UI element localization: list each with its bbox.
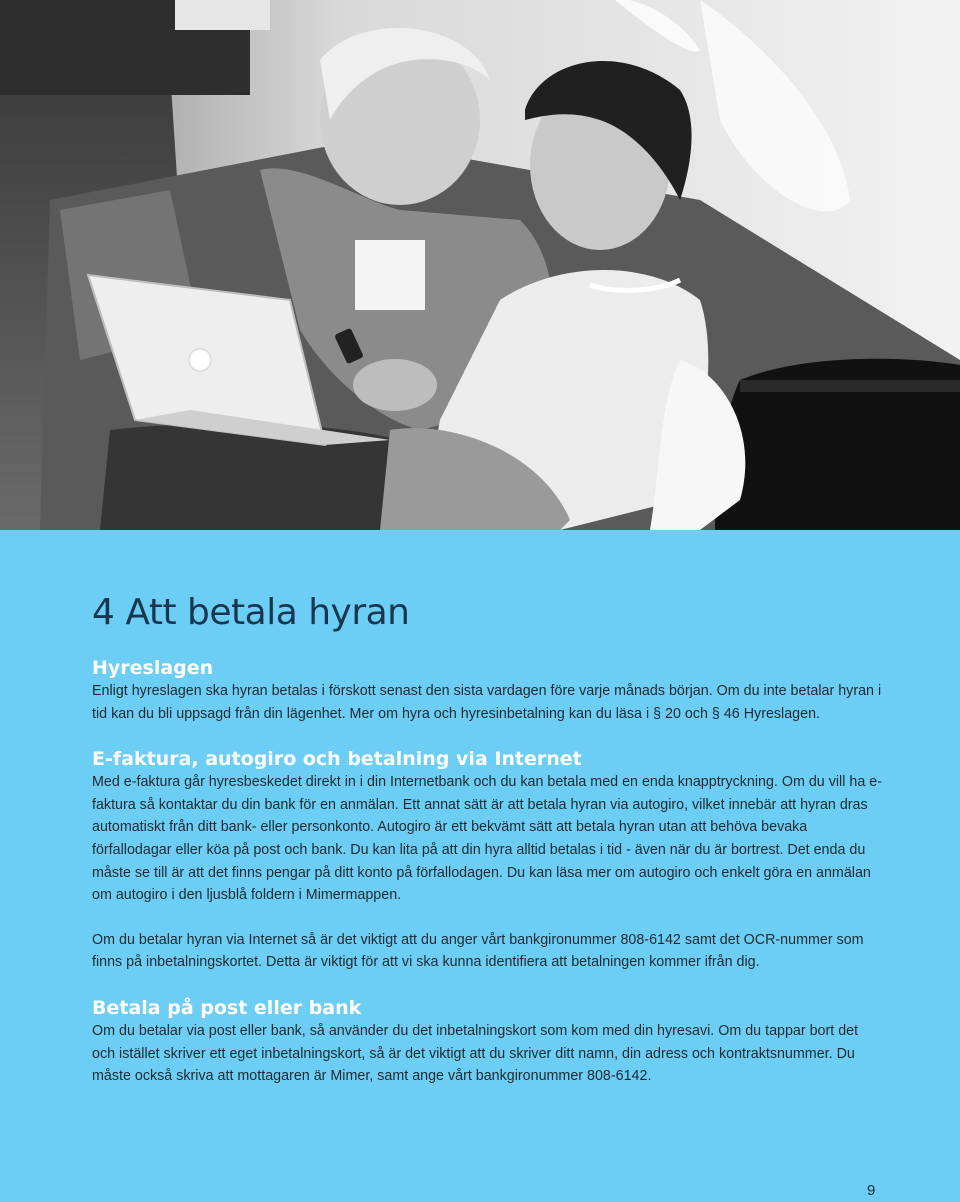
page-number: 9 <box>867 1182 876 1199</box>
section-heading: Betala på post eller bank <box>92 996 362 1019</box>
section-post-bank <box>92 996 882 1088</box>
header-photo <box>0 0 960 530</box>
section-heading: Hyreslagen <box>92 657 214 679</box>
section-paragraph: Om du betalar via post eller bank, så använder du det inbetalningskort som kom med din hyresavi. Om du tappar bort det och istället skriver ett eget inbetalningskort, så är det viktigt att du skriver ditt namn, din adress och kontraktsnummer. Du måste också skriva att mottagaren är Mimer, samt ange vårt bankgironummer 808-6142. <box>92 1022 859 1085</box>
chapter-title: 4 Att betala hyran <box>92 592 410 633</box>
section-heading: E-faktura, autogiro och betalning via Internet <box>92 748 582 771</box>
section-paragraph: Enligt hyreslagen ska hyran betalas i förskott senast den sista vardagen före varje månads början. Om du inte betalar hyran i tid kan du bli uppsagd från din lägenhet. Mer om hyra och hyresinbetalning kan du läsa i § 20 och § 46 Hyreslagen. <box>92 683 882 722</box>
section-e-faktura <box>92 747 882 974</box>
section-hyreslagen <box>92 656 882 725</box>
section-paragraph: Om du betalar hyran via Internet så är det viktigt att du anger vårt bankgironummer 808-6142 samt det OCR-nummer som finns på inbetalningskortet. Detta är viktigt för att vi ska kunna identifiera att betalningen kommer ifrån dig. <box>92 931 864 971</box>
article <box>92 590 882 1088</box>
photo-illustration <box>0 0 960 530</box>
section-paragraph: Med e-faktura går hyresbeskedet direkt in i din Internetbank och du kan betala med en enda knapptryckning. Om du vill ha e-faktura så kontaktar du din bank för en anmälan. Ett annat sätt är att betala hyran via autogiro, vilket innebär att hyran dras automatiskt från ditt bank- eller personkonto. Autogiro är ett bekvämt sätt att betala hyran utan att behöva bevaka förfallodagar eller köa på post och bank. Du kan lita på att din hyra alltid betalas i tid - även när du är bortrest. Det enda du måste se till är att det finns pengar på ditt konto på förfallodagen. Du kan läsa mer om autogiro och enkelt göra en anmälan om autogiro i den ljusblå foldern i Mimermappen. <box>92 774 882 904</box>
